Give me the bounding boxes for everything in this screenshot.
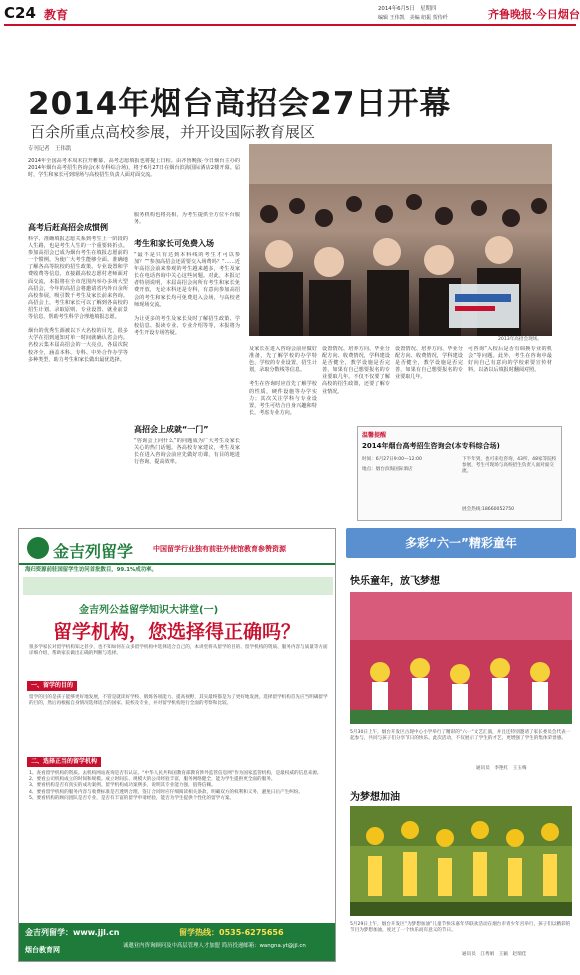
article-col-2-top: 服务机构也将亮相，为考生提供全方位平台服务。 [134, 212, 240, 226]
reminder-tag: 温馨提醒 [362, 432, 387, 439]
newspaper-brand: 齐鲁晚报·今日烟台 [488, 8, 580, 21]
lecture-title: 金吉列公益留学知识大讲堂(一) [79, 605, 219, 616]
ad-license: 中国留学行业独有前驻外使馆教育参赞资源 [153, 545, 286, 553]
story2-photo [350, 806, 572, 916]
section-heading-2: 考生和家长可免费入场 [134, 239, 214, 248]
story2-body: 5月29日上午，烟台开发区“为梦想加油”儿童节快乐嘉年华联欢活动在烟台市青少年宫举行，孩子们以精彩的节目为梦想加油，度过了一个快乐而有意义的节日。 [350, 922, 571, 934]
ad-footer-bar [19, 923, 336, 962]
ad-section-2: 二、选择正当的留学机构 [27, 757, 101, 767]
ad-rule [19, 563, 336, 565]
ad-footer: 诚邀业内咨询顾问及中高层管理人才加盟 简历投递邮箱：wangna.yt@jjl.cn [123, 943, 306, 949]
ad-tagline: 海归资源前驻国留学生访问首批数目，99.1%成功率。 [25, 567, 157, 573]
article-col-1: 科学、准确填报志愿关系到考生上一阶段的人生路，也是考生人生的一个重要转折点。参加高招会已成为烟台考生在填报志愿前的一个惯例。为使广大考生能够全面、准确地了解各高等院校的招生政策、专业设置和学费收费等信息，直接跟高校志愿村老师面对面交流，本报将在全市范围内举办多场大型高招会，今年的高招会将邀请省内外百余所高校参展，吸引数千考生及家长前来咨询。高招会上，考生和家长可以了解到各高校的招生计划、录取原则、专业设置、就业前景等信息，帮助考生科学合理地填报志愿。 烟台的优秀生源被以下大名校的目光，很多大学在招到通知对单一时间就确认省会内。名校云集本届高招会的一大亮点，各届次院校齐全，涵盖本科、专科、中外合作办学等多种类型，助力考生和家长做出最优选择。 [28, 236, 128, 363]
section-heading-3: 高招会上成就“一门” [134, 425, 209, 434]
story2-title: 为梦想加油 [350, 792, 400, 803]
ad-section-1-body: 留学的目的是孩子能够更好地发展，不管是就读好学校、锻炼各项能力、提高视野，其实最终都是为了更好地发展。选择留学机构首先应当明确留学的目的，然后再根据自身情况选择适合的国家、院校及专业，并对留学机构进行全面的考察和比较。 [29, 695, 328, 707]
story2-byline: 通讯员 江秀娟 王颖 赵瑞佳 [462, 952, 527, 957]
story1-photo [350, 592, 572, 724]
ad-slogan: 留学机构，您选择得正确吗？ [53, 621, 301, 643]
jjl-logo-icon [27, 537, 49, 559]
article-col-6: 可咨询“入校后是否有调换专业的机会”等问题。此外，考生在咨询中最好向自己有意向的学校索要宣传材料，以备以后填报时翻阅对照。 [468, 346, 552, 374]
ad-footer-left: 烟台教育网 [25, 946, 60, 954]
ad-brand: 金吉列留学 [53, 542, 134, 561]
event-notes: 下半年到，也可来电咨询，43所、48家等院校参展，考生可现场与高校招生负责人面对面交流。 [462, 457, 557, 475]
story1-title: 快乐童年，放飞梦想 [350, 576, 440, 587]
article-lead: 2014年全国高考本周末拉开帷幕，高考志愿填报也将提上日程。由齐鲁晚报·今日烟台主办的2014年烟台高考招生咨询会(本专科综合场)，将于6月27日在烟台滨海国际酒店2楼开幕。届时，学生和家长可到现场与高校招生负责人面对面交流。 [28, 158, 240, 179]
children-day-feature [346, 528, 576, 962]
ad-country-strip [23, 577, 333, 595]
article-col-5: 设置情况、培养方向、毕业分配方向、收费情况，学科建设是否健全，教学设施是否完善，如果有自己想要报名的专业要取几年。 [395, 346, 463, 381]
event-title: 2014年烟台高考招生咨询会(本专科综合场) [362, 442, 500, 450]
section-name: 教育 [44, 8, 69, 22]
subheadline: 百余所重点高校参展，并开设国际教育展区 [30, 123, 316, 141]
event-photo [249, 144, 552, 336]
ad-section-1: 一、留学的目的 [27, 681, 77, 691]
section-heading-1: 高考后赶高招会成惯例 [28, 223, 108, 232]
story1-byline: 通讯员 李艳红 王玉梅 [476, 766, 527, 771]
page-header [0, 0, 580, 26]
feature-banner-title: 多彩“六一”精彩童年 [405, 536, 517, 550]
event-info-box [357, 426, 562, 521]
ad-section-2-body: 1、查看留学机构的资质。去机构网站查询是否有认证。“中华人民共和国教育部教育涉外监管信息网”作为国家监管机构，是最权威的信息来源。 2、要看公司机构成立的时间和规模。成立时间长、规模大的公司经验丰富，服务网络健全，能为学生提供更全面的服务。 3、要看机构是否有真实的成功案例。留学机构成功案例多，说明其专业能力强，值得信赖。 4、要看留学机构的服务内容与收费标准是否透明合理，签订合同时应仔细阅读相关条款，明确双方的权利和义务，避免日后产生纠纷。 5、要看机构的顾问团队是否专业，是否有丰富的留学申请经验，能否为学生提供个性化的留学方案。 [29, 771, 322, 801]
editors: 编辑 王伟凯 美编 纽振 贺侍纤 [378, 15, 448, 21]
photo-caption: 2013年高招会现场。 [498, 337, 542, 342]
ad-intro: 很多学家长对留学机构知之甚少，也不知如何在众多留学机构中选择适合自己的，本讲堂将从留学的目的、留学机构的资质、服务内容与质量等方面详细介绍，帮助家长做出正确的判断与选择。 [29, 645, 328, 657]
issue-date: 2014年6月5日 星期四 [378, 6, 437, 12]
article-col-3: 及家长在进入咨询会前应做好准备，先了解学校的办学特色，学校的专业设置，招生计划，录取分数线等信息。 考生在咨询时应首先了解学校的性质，硬件设施等办学实力；其次关注学科与专业设置，考生可结合自身兴趣和特长，考虑专业方向。 [249, 346, 317, 416]
ad-hotline[interactable]: 留学热线：0535-6275656 [179, 928, 284, 937]
event-venue: 地点：烟台滨海国际酒店 [362, 467, 413, 472]
event-contact: 展会热线:18660052750 [462, 507, 515, 512]
article-col-2: “最不是只有达到本科线的考生才可以参加？”“参加高招会还需要交入场费吗？”……近年高招会前来参观的考生越来越多，考生及家长在电话咨询中关心这些问题。对此，本报记者特别说明，本届高招会向所有考生和家长免费开放，无论本科还是专科，有意向参加高招会的考生和家长均可免费进入会场，与高校老师现场交流。 为让更多的考生及家长及时了解招生政策、学校信息、报读专业、专业介绍等等，本报将为考生开设专场答疑。 [134, 252, 240, 337]
jjl-ad [18, 528, 336, 962]
header-rule [4, 24, 576, 26]
page-number: C24 [4, 4, 36, 22]
headline: 2014年烟台高招会27日开幕 [28, 86, 452, 122]
ad-website[interactable]: 金吉列留学：www.jjl.cn [25, 928, 120, 937]
event-time: 时间：6月27日9:00—12:00 [362, 457, 422, 462]
article-col-4: 设置情况、培养方向、毕业分配方向、收费情况，学科建设是否健全，教学设施是否完善，如果有自己想要报名的专业要取几年。不仅不仅要了解高校的招生政策，还要了解专业情况。 [322, 346, 390, 395]
story1-body: 5月30日上午，烟台开发区古现中心小学举行了精彩的“六一”文艺汇演，并且还特别邀请了家长委员会代表一起参与，共同与孩子们分享节日的快乐。此次活动，不仅展示了学生的才艺，更增强了学生的集体荣誉感。 [350, 730, 571, 742]
article-col-2-bottom: “咨询会上问什么”的问题成为广大考生及家长关心的热门话题。各高校专家建议，考生及家长在进入咨询会前应先做好功课，有目的地进行咨询，提高效率。 [134, 438, 240, 466]
feature-banner [346, 528, 576, 558]
byline: 专刊记者 王伟凯 [28, 146, 72, 152]
